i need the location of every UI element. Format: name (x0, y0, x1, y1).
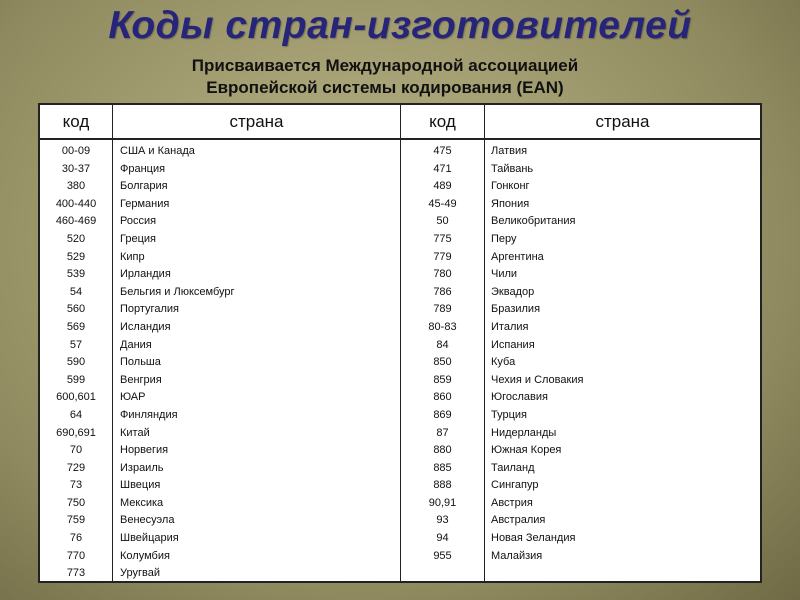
country-code-cell: 380 (66, 180, 86, 193)
country-code-cell: 690,691 (56, 426, 96, 439)
country-code-cell: 64 (69, 408, 83, 421)
country-name-cell: Чехия и Словакия (491, 373, 584, 386)
page-title: Коды стран-изготовителей (108, 4, 692, 47)
country-name-cell: Турция (491, 408, 527, 421)
header-country-left: страна (229, 112, 284, 131)
country-name-cell: Португалия (120, 303, 179, 316)
country-name-cell: Перу (491, 232, 517, 245)
country-name-cell: Тайвань (491, 162, 534, 175)
country-name-cell: Гонконг (491, 180, 530, 193)
country-code-cell: 786 (433, 285, 452, 298)
country-code-cell: 955 (433, 549, 452, 562)
country-name-cell: Финляндия (120, 408, 178, 421)
country-name-cell: Кипр (120, 250, 145, 263)
country-code-cell: 00-09 (61, 145, 91, 157)
subtitle-line-2: Европейской системы кодирования (EAN) (206, 78, 564, 97)
country-code-cell: 90,91 (428, 496, 457, 509)
country-code-cell: 888 (433, 479, 452, 492)
country-code-cell: 94 (436, 532, 449, 545)
country-name-cell: Латвия (491, 145, 528, 157)
country-name-cell: Югославия (491, 391, 548, 404)
country-code-cell: 770 (66, 549, 86, 562)
country-name-cell: Швейцария (120, 532, 179, 545)
country-name-cell: Эквадор (491, 285, 535, 298)
country-code-cell: 750 (66, 496, 86, 509)
country-name-cell: Израиль (120, 461, 164, 474)
country-name-cell: Болгария (120, 180, 168, 193)
country-code-cell: 869 (433, 408, 452, 421)
country-name-cell: Чили (491, 268, 518, 281)
left-country-column (120, 143, 395, 583)
country-name-cell: Бельгия и Люксембург (120, 285, 235, 298)
country-code-cell: 54 (69, 285, 83, 298)
country-code-cell: 759 (66, 514, 86, 527)
country-code-cell: 569 (66, 320, 86, 333)
country-name-cell: Италия (491, 320, 529, 333)
country-code-cell: 850 (433, 356, 452, 369)
country-name-cell: Швеция (120, 479, 161, 492)
country-name-cell: Аргентина (491, 250, 544, 263)
country-name-cell: Япония (491, 197, 530, 210)
country-name-cell: Южная Корея (491, 444, 562, 457)
country-code-cell: 880 (433, 444, 452, 457)
right-country-column (491, 143, 756, 565)
subtitle-line-1: Присваивается Международной ассоциацией (191, 56, 579, 75)
country-name-cell: Колумбия (120, 549, 170, 562)
country-name-cell: Венгрия (120, 373, 162, 386)
column-divider (484, 105, 485, 581)
country-code-cell: 73 (69, 479, 83, 492)
country-code-cell: 45-49 (428, 197, 457, 210)
header-code-left: код (62, 112, 90, 131)
country-code-cell: 30-37 (61, 162, 91, 175)
country-code-cell: 489 (433, 180, 452, 193)
country-code-cell: 859 (433, 373, 452, 386)
country-name-cell: США и Канада (120, 145, 195, 157)
country-code-cell: 87 (436, 426, 449, 439)
country-name-cell: Франция (120, 162, 166, 175)
country-name-cell: Великобритания (491, 215, 576, 228)
country-name-cell: Таиланд (491, 461, 535, 474)
header-country-right: страна (595, 112, 650, 131)
country-name-cell: Китай (120, 426, 150, 439)
country-code-cell: 400-440 (55, 197, 97, 210)
country-name-cell: Россия (120, 215, 157, 228)
country-name-cell: Австрия (491, 496, 533, 509)
country-code-cell: 84 (436, 338, 449, 351)
country-code-cell: 789 (433, 303, 452, 316)
country-name-cell: Уругвай (120, 567, 160, 580)
country-name-cell: ЮАР (120, 391, 146, 404)
country-code-cell: 460-469 (55, 215, 97, 228)
country-name-cell: Польша (120, 356, 161, 369)
country-code-cell: 520 (66, 232, 86, 245)
country-code-cell: 76 (69, 532, 83, 545)
country-name-cell: Норвегия (120, 444, 169, 457)
header-code-right: код (429, 112, 456, 131)
country-code-cell: 780 (433, 268, 452, 281)
country-name-cell: Австралия (491, 514, 546, 527)
country-code-cell: 471 (433, 162, 452, 175)
country-name-cell: Новая Зеландия (491, 532, 576, 545)
country-code-cell: 57 (69, 338, 83, 351)
country-name-cell: Мексика (120, 496, 164, 509)
right-code-column (401, 143, 484, 565)
country-code-cell: 590 (66, 356, 86, 369)
country-code-cell: 529 (66, 250, 86, 263)
country-name-cell: Германия (120, 197, 170, 210)
country-code-cell: 539 (66, 268, 86, 281)
country-code-cell: 600,601 (56, 391, 96, 404)
country-code-cell: 93 (436, 514, 449, 527)
country-name-cell: Малайзия (491, 549, 543, 562)
country-code-cell: 80-83 (428, 320, 457, 333)
country-name-cell: Дания (120, 338, 152, 351)
country-code-cell: 885 (433, 461, 452, 474)
country-name-cell: Нидерланды (491, 426, 557, 439)
country-name-cell: Куба (491, 356, 516, 369)
country-code-cell: 560 (66, 303, 86, 316)
country-code-cell: 599 (66, 373, 86, 386)
country-name-cell: Исландия (120, 320, 171, 333)
country-name-cell: Испания (491, 338, 535, 351)
country-name-cell: Сингапур (491, 479, 539, 492)
country-code-cell: 70 (69, 444, 83, 457)
country-code-cell: 779 (433, 250, 452, 263)
country-code-cell: 50 (436, 215, 449, 228)
country-name-cell: Венесуэла (120, 514, 175, 527)
country-codes-table (38, 103, 762, 583)
column-divider (112, 105, 113, 581)
country-name-cell: Ирландия (120, 268, 171, 281)
country-code-cell: 860 (433, 391, 452, 404)
country-code-cell: 773 (66, 567, 86, 580)
country-name-cell: Бразилия (491, 303, 541, 316)
country-code-cell: 475 (433, 145, 452, 157)
country-name-cell: Греция (120, 232, 156, 245)
country-code-cell: 775 (433, 232, 452, 245)
country-code-cell: 729 (66, 461, 86, 474)
left-code-column (40, 143, 112, 583)
